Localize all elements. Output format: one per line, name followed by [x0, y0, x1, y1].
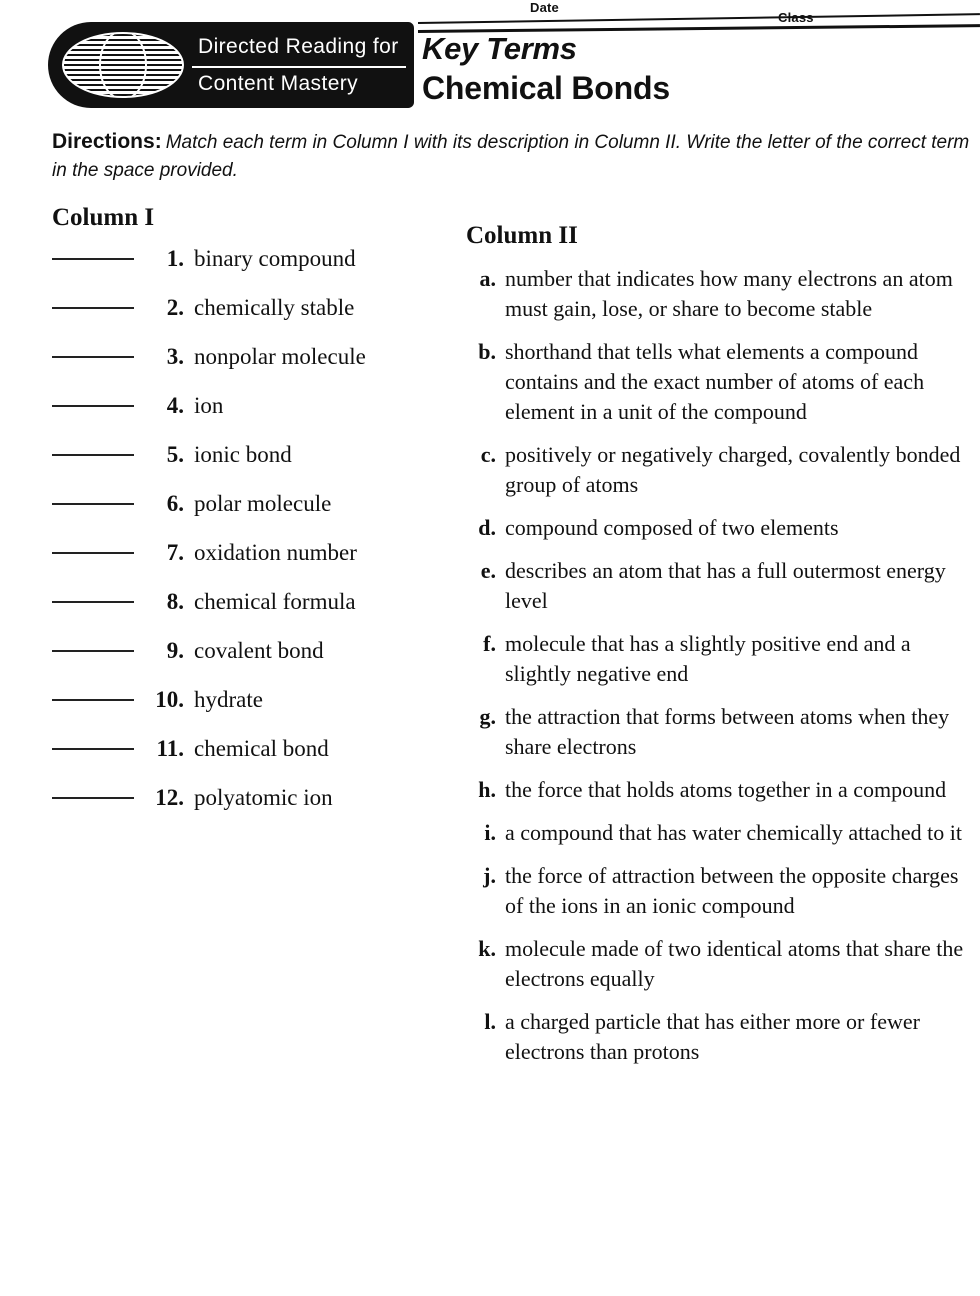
term-number: 2.	[166, 295, 184, 320]
directions	[52, 128, 972, 185]
directions-text: Match each term in Column I with its description in Column II. Write the letter of the correct term in the space provided.	[52, 132, 970, 181]
banner-line-1: Directed Reading for	[198, 35, 399, 58]
definition-letter: j.	[483, 863, 496, 888]
term-number: 6.	[166, 491, 184, 516]
term-row	[52, 785, 452, 834]
title-main: Key Terms	[422, 31, 577, 66]
answer-blank-input[interactable]	[52, 748, 134, 750]
banner-line-2: Content Mastery	[198, 72, 359, 95]
term-number: 10.	[155, 687, 184, 712]
definition-list	[466, 264, 976, 1067]
definition-row	[466, 818, 976, 848]
term-row	[52, 442, 452, 491]
term-row	[52, 589, 452, 638]
term-label: polar molecule	[194, 491, 332, 516]
term-row	[52, 491, 452, 540]
definition-row	[466, 556, 976, 616]
definition-text: a charged particle that has either more or fewer electrons than protons	[505, 1009, 920, 1064]
definition-row	[466, 513, 976, 543]
column-two	[466, 222, 976, 1080]
definition-text: number that indicates how many electrons an atom must gain, lose, or share to become stable	[505, 266, 953, 321]
column-one	[52, 204, 452, 834]
definition-row	[466, 440, 976, 500]
term-row	[52, 344, 452, 393]
date-label: Date	[530, 0, 559, 15]
answer-blank-input[interactable]	[52, 307, 134, 309]
term-label: oxidation number	[194, 540, 357, 565]
term-row	[52, 736, 452, 785]
term-label: binary compound	[194, 246, 356, 271]
definition-letter: e.	[480, 558, 496, 583]
term-label: hydrate	[194, 687, 263, 712]
answer-blank-input[interactable]	[52, 699, 134, 701]
answer-blank-input[interactable]	[52, 356, 134, 358]
directions-label: Directions:	[52, 130, 162, 153]
definition-text: describes an atom that has a full outermost energy level	[505, 558, 946, 613]
term-number: 5.	[166, 442, 184, 467]
title-subject: Chemical Bonds	[422, 70, 670, 106]
term-list	[52, 246, 452, 834]
definition-letter: k.	[478, 936, 496, 961]
definition-letter: b.	[478, 339, 496, 364]
term-number: 9.	[166, 638, 184, 663]
term-label: covalent bond	[194, 638, 324, 663]
term-row	[52, 540, 452, 589]
globe-icon	[62, 32, 184, 98]
definition-row	[466, 1007, 976, 1067]
term-label: chemically stable	[194, 295, 355, 320]
series-banner	[48, 22, 414, 108]
definition-row	[466, 629, 976, 689]
page-title	[422, 30, 842, 108]
definition-letter: c.	[480, 442, 496, 467]
column-two-heading: Column II	[466, 222, 578, 249]
term-number: 12.	[155, 785, 184, 810]
definition-letter: l.	[484, 1009, 496, 1034]
answer-blank-input[interactable]	[52, 454, 134, 456]
definition-letter: f.	[483, 631, 496, 656]
column-one-heading: Column I	[52, 204, 155, 231]
answer-blank-input[interactable]	[52, 405, 134, 407]
answer-blank-input[interactable]	[52, 797, 134, 799]
definition-text: molecule that has a slightly positive end and a slightly negative end	[505, 631, 911, 686]
definition-text: molecule made of two identical atoms that share the electrons equally	[505, 936, 964, 991]
definition-row	[466, 775, 976, 805]
answer-blank-input[interactable]	[52, 503, 134, 505]
definition-text: the attraction that forms between atoms when they share electrons	[505, 704, 950, 759]
definition-text: shorthand that tells what elements a compound contains and the exact number of atoms of each element in a unit of the compound	[505, 339, 925, 424]
term-row	[52, 393, 452, 442]
definition-letter: g.	[479, 704, 496, 729]
term-number: 3.	[166, 344, 184, 369]
definition-row	[466, 934, 976, 994]
term-row	[52, 295, 452, 344]
term-number: 7.	[166, 540, 184, 565]
term-label: ionic bond	[194, 442, 292, 467]
answer-blank-input[interactable]	[52, 601, 134, 603]
term-number: 11.	[156, 736, 184, 761]
definition-text: a compound that has water chemically attached to it	[505, 820, 962, 845]
definition-row	[466, 702, 976, 762]
definition-row	[466, 861, 976, 921]
term-number: 1.	[166, 246, 184, 271]
term-row	[52, 687, 452, 736]
term-row	[52, 638, 452, 687]
definition-letter: d.	[478, 515, 496, 540]
banner-divider	[192, 66, 406, 68]
definition-letter: a.	[479, 266, 496, 291]
definition-text: compound composed of two elements	[505, 515, 839, 540]
term-label: polyatomic ion	[194, 785, 333, 810]
term-label: nonpolar molecule	[194, 344, 366, 369]
header-rule-upper	[418, 13, 980, 24]
answer-blank-input[interactable]	[52, 650, 134, 652]
definition-letter: i.	[484, 820, 496, 845]
definition-text: the force that holds atoms together in a compound	[505, 777, 947, 802]
definition-row	[466, 264, 976, 324]
definition-text: positively or negatively charged, covalently bonded group of atoms	[505, 442, 961, 497]
term-label: ion	[194, 393, 224, 418]
definition-text: the force of attraction between the opposite charges of the ions in an ionic compound	[505, 863, 959, 918]
definition-row	[466, 337, 976, 427]
term-number: 8.	[166, 589, 184, 614]
term-label: chemical formula	[194, 589, 356, 614]
term-number: 4.	[166, 393, 184, 418]
term-label: chemical bond	[194, 736, 329, 761]
answer-blank-input[interactable]	[52, 258, 134, 260]
term-row	[52, 246, 452, 295]
definition-letter: h.	[478, 777, 496, 802]
answer-blank-input[interactable]	[52, 552, 134, 554]
